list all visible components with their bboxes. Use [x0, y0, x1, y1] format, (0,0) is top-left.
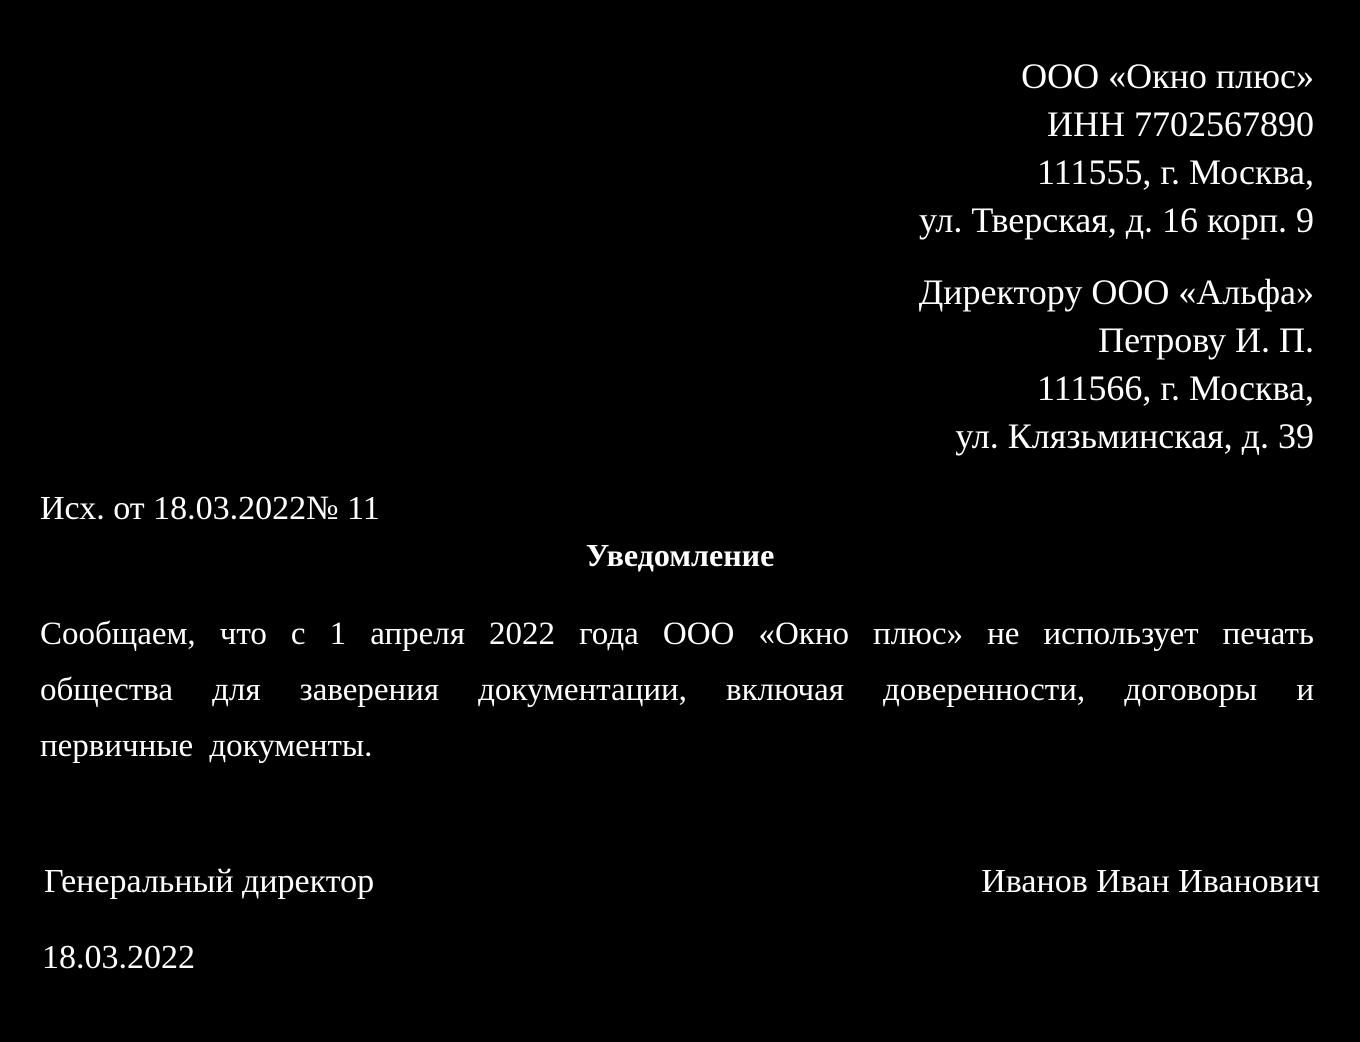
- document-title: Уведомление: [585, 537, 775, 573]
- sender-address-line2: ул. Тверская, д. 16 корп. 9: [918, 200, 1314, 240]
- sender-inn: ИНН 7702567890: [1047, 104, 1314, 144]
- sender-block: [919, 52, 1314, 244]
- document-date: 18.03.2022: [42, 939, 195, 976]
- sender-address-line1: 111555, г. Москва,: [1036, 152, 1314, 192]
- recipient-name: Петрову И. П.: [1098, 320, 1314, 360]
- sender-company: ООО «Окно плюс»: [1021, 56, 1314, 96]
- recipient-address-line1: 111566, г. Москва,: [1036, 368, 1314, 408]
- recipient-position: Директору ООО «Альфа»: [918, 272, 1314, 312]
- notice-body: Сообщаем, что с 1 апреля 2022 года ООО «Окно плюс» не использует печать общества для заверения документации, включая доверенности, договоры и первичные документы.: [40, 616, 1314, 764]
- outgoing-reference: Исх. от 18.03.2022№ 11: [40, 490, 380, 527]
- signatory-name: Иванов Иван Иванович: [981, 863, 1320, 900]
- signatory-position: Генеральный директор: [44, 863, 375, 900]
- recipient-address-line2: ул. Клязьминская, д. 39: [955, 416, 1314, 456]
- recipient-block: [919, 268, 1314, 460]
